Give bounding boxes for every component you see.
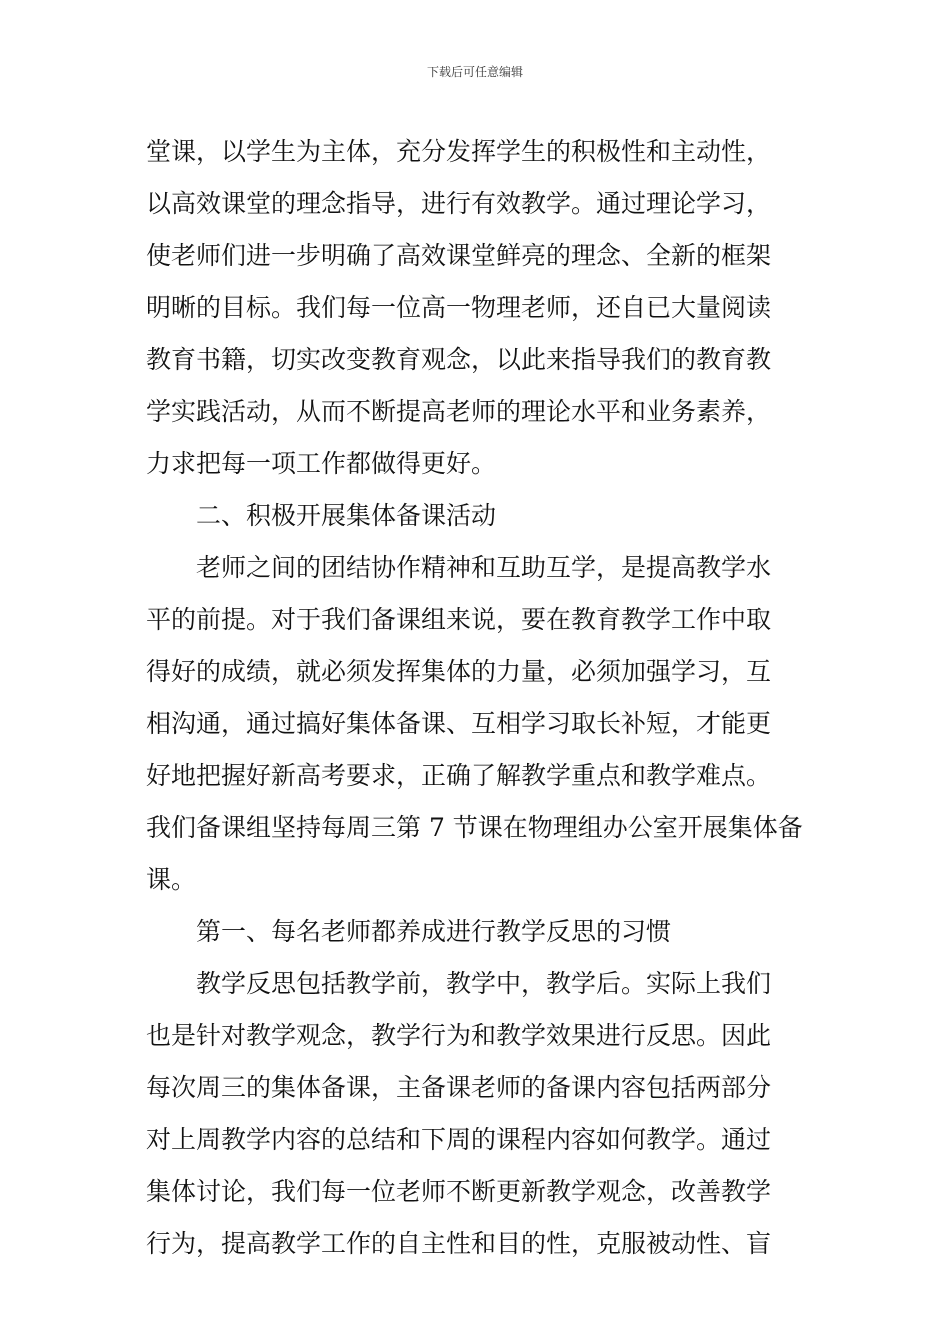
text-line: 好地把握好新高考要求，正确了解教学重点和教学难点。 bbox=[146, 761, 772, 790]
section-heading: 二、积极开展集体备课活动 bbox=[196, 501, 497, 530]
text-line: 力求把每一项工作都做得更好。 bbox=[146, 449, 497, 478]
text-line: 教学反思包括教学前，教学中，教学后。实际上我们 bbox=[196, 969, 772, 998]
text-line: 每次周三的集体备课，主备课老师的备课内容包括两部分 bbox=[146, 1073, 772, 1102]
text-line: 得好的成绩，就必须发挥集体的力量，必须加强学习，互 bbox=[146, 657, 772, 686]
text-line: 也是针对教学观念，教学行为和教学效果进行反思。因此 bbox=[146, 1021, 772, 1050]
text-line: 相沟通，通过搞好集体备课、互相学习取长补短，才能更 bbox=[146, 709, 772, 738]
text-line: 明晰的目标。我们每一位高一物理老师，还自已大量阅读 bbox=[146, 293, 772, 322]
subsection-heading: 第一、每名老师都养成进行教学反思的习惯 bbox=[196, 917, 672, 946]
body-text bbox=[146, 126, 808, 1270]
text-line: 对上周教学内容的总结和下周的课程内容如何教学。通过 bbox=[146, 1125, 772, 1154]
page-header: 下载后可任意编辑 bbox=[426, 65, 523, 79]
text-line: 平的前提。对于我们备课组来说，要在教育教学工作中取 bbox=[146, 605, 772, 634]
text-line: 堂课，以学生为主体，充分发挥学生的积极性和主动性， bbox=[146, 137, 772, 166]
text-line: 使老师们进一步明确了高效课堂鲜亮的理念、全新的框架 bbox=[146, 241, 772, 270]
text-line: 学实践活动，从而不断提高老师的理论水平和业务素养， bbox=[146, 397, 772, 426]
text-line: 课。 bbox=[146, 865, 197, 894]
text-line: 行为，提高教学工作的自主性和目的性，克服被动性、盲 bbox=[146, 1229, 772, 1258]
text-line: 集体讨论，我们每一位老师不断更新教学观念，改善教学 bbox=[146, 1177, 772, 1206]
text-line: 老师之间的团结协作精神和互助互学，是提高教学水 bbox=[196, 553, 772, 582]
text-line: 我们备课组坚持每周三第 7 节课在物理组办公室开展集体备 bbox=[146, 813, 803, 842]
text-line: 以高效课堂的理念指导，进行有效教学。通过理论学习， bbox=[146, 189, 772, 218]
text-line: 教育书籍，切实改变教育观念，以此来指导我们的教育教 bbox=[146, 345, 772, 374]
